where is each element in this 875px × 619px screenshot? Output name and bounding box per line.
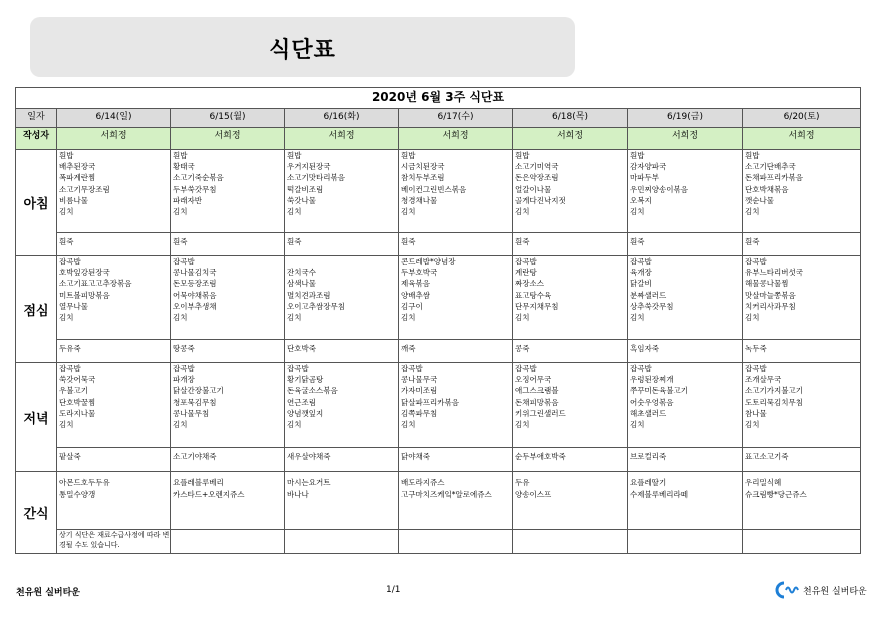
porridge-item: 닭야채죽 xyxy=(401,452,430,461)
menu-item: 짜장소스 xyxy=(515,279,544,289)
breakfast-items xyxy=(285,150,398,217)
menu-item: 우민찌양송이볶음 xyxy=(630,184,688,194)
snack-items xyxy=(171,472,284,500)
menu-item: 떡갈비조림 xyxy=(287,184,324,194)
breakfast-items xyxy=(628,150,742,217)
dinner-items xyxy=(57,363,170,430)
day-writer: 서희정 xyxy=(743,128,861,150)
menu-item: 김치 xyxy=(173,313,188,323)
snack-items xyxy=(399,472,512,500)
menu-item: 콩나물무침 xyxy=(173,408,210,418)
dinner-porridge-cell xyxy=(285,448,399,472)
day-date: 6/14(일) xyxy=(57,109,171,128)
dinner-items xyxy=(399,363,512,430)
dinner-items xyxy=(171,363,284,430)
menu-item: 흰밥 xyxy=(401,151,416,160)
lunch-row xyxy=(16,256,861,340)
menu-item: 계란탕 xyxy=(515,268,537,278)
lunch-items xyxy=(285,256,398,323)
menu-item: 돈은약장조림 xyxy=(515,173,559,183)
snack-items xyxy=(285,472,398,500)
menu-item: 잡곡밥 xyxy=(173,364,195,373)
snack-item: 요플레블루베리 xyxy=(173,478,224,487)
dinner-porridge-cell xyxy=(171,448,285,472)
menu-item: 흰밥 xyxy=(630,151,645,160)
menu-item: 소고기단배추국 xyxy=(745,162,796,172)
menu-item: 어숫우엉볶음 xyxy=(630,397,674,407)
footer-org: 천유원 실버타운 xyxy=(16,588,80,598)
lunch-items xyxy=(513,256,627,323)
dinner-porridge-cell xyxy=(628,448,743,472)
porridge-item: 흰죽 xyxy=(287,237,302,246)
menu-item: 해초샐러드 xyxy=(630,408,667,418)
dinner-porridge-cell xyxy=(57,448,171,472)
snack-item: 배도라지쥬스 xyxy=(401,478,445,487)
breakfast-items xyxy=(513,150,627,217)
menu-item: 마파두부 xyxy=(630,173,659,183)
porridge-item: 콩죽 xyxy=(515,344,530,353)
dinner-porridge-row xyxy=(16,448,861,472)
dinner-cell xyxy=(399,363,513,448)
menu-item: 김치 xyxy=(745,313,760,323)
menu-item: 잡곡밥 xyxy=(59,364,81,373)
breakfast-porridge-cell xyxy=(285,233,399,256)
menu-item: 김치 xyxy=(745,420,760,430)
snack-cell xyxy=(743,472,861,530)
breakfast-porridge-cell xyxy=(171,233,285,256)
menu-item: 김치 xyxy=(515,207,530,217)
dinner-cell xyxy=(57,363,171,448)
menu-item: 콘드레밥*양념장 xyxy=(401,257,456,266)
porridge-item: 표고소고기죽 xyxy=(745,452,789,461)
date-row xyxy=(16,109,861,128)
menu-item: 배추된장국 xyxy=(59,162,96,172)
snack-item: 양송이스프 xyxy=(515,489,552,499)
menu-item: 흰밥 xyxy=(59,151,74,160)
menu-item: 잡곡밥 xyxy=(630,257,652,266)
porridge-item: 흰죽 xyxy=(745,237,760,246)
day-date: 6/20(토) xyxy=(743,109,861,128)
menu-item: 참치두부조림 xyxy=(401,173,445,183)
menu-item: 김치 xyxy=(401,313,416,323)
menu-item: 잡곡밥 xyxy=(401,364,423,373)
menu-item: 우불고기 xyxy=(59,386,88,396)
menu-item: 돈모등장조림 xyxy=(173,279,217,289)
menu-item: 김치 xyxy=(59,207,74,217)
porridge-item: 깨죽 xyxy=(401,344,416,353)
snack-item: 두유 xyxy=(515,478,530,487)
snack-items xyxy=(57,472,170,500)
menu-item: 단호박꿀찜 xyxy=(59,397,96,407)
porridge-item: 흰죽 xyxy=(630,237,645,246)
breakfast-items xyxy=(743,150,860,217)
menu-item: 미트볼피망볶음 xyxy=(59,290,110,300)
menu-item: 잡곡밥 xyxy=(745,257,767,266)
menu-item: 도토리묵김치무침 xyxy=(745,397,803,407)
breakfast-cell xyxy=(285,150,399,233)
porridge-item: 순두부애호박죽 xyxy=(515,452,566,461)
breakfast-cell xyxy=(743,150,861,233)
snack-item: 아몬드호두두유 xyxy=(59,478,110,487)
porridge-item: 브로컬리죽 xyxy=(630,452,667,461)
menu-item: 소고기미역국 xyxy=(515,162,559,172)
lunch-porridge-cell xyxy=(399,340,513,363)
dinner-cell xyxy=(171,363,285,448)
day-date: 6/18(목) xyxy=(513,109,628,128)
logo-icon xyxy=(775,581,801,599)
lunch-cell xyxy=(399,256,513,340)
menu-item: 감자양파국 xyxy=(630,162,667,172)
footer-logo xyxy=(775,580,867,600)
menu-item: 김치 xyxy=(287,207,302,217)
menu-item: 김치 xyxy=(287,313,302,322)
lunch-porridge-cell xyxy=(628,340,743,363)
snack-item: 고구마치즈케잌*알로에쥬스 xyxy=(401,489,492,499)
snack-item: 바나나 xyxy=(287,489,309,499)
menu-item: 폭파계란찜 xyxy=(59,173,96,183)
menu-item: 가자미조림 xyxy=(401,386,438,396)
lunch-items xyxy=(57,256,170,323)
breakfast-porridge-cell xyxy=(513,233,628,256)
snack-cell xyxy=(399,472,513,530)
menu-item: 멸치견과조림 xyxy=(287,290,331,300)
menu-item: 조개살무국 xyxy=(745,375,782,385)
menu-item: 김치 xyxy=(59,420,74,430)
menu-item: 상추쑥갓무침 xyxy=(630,301,674,311)
empty-cell xyxy=(513,530,628,554)
menu-item: 김치 xyxy=(515,420,530,430)
menu-item xyxy=(287,256,398,267)
note-row xyxy=(16,530,861,554)
porridge-item: 녹두죽 xyxy=(745,344,767,353)
lunch-porridge-cell xyxy=(285,340,399,363)
logo-text: 천유원 실버타운 xyxy=(803,586,867,597)
breakfast-cell xyxy=(57,150,171,233)
lunch-items xyxy=(628,256,742,323)
menu-item: 김치 xyxy=(59,313,74,323)
day-date: 6/19(금) xyxy=(628,109,743,128)
dinner-items xyxy=(285,363,398,430)
lunch-cell xyxy=(628,256,743,340)
dinner-items xyxy=(743,363,860,430)
porridge-item: 흰죽 xyxy=(401,237,416,246)
snack-items xyxy=(513,472,627,500)
table-title-row xyxy=(16,88,861,109)
day-writer: 서희정 xyxy=(57,128,171,150)
menu-item: 파래자반 xyxy=(173,195,202,205)
lunch-porridge-cell xyxy=(171,340,285,363)
menu-item: 김치 xyxy=(630,420,645,430)
menu-item: 오이부추생채 xyxy=(173,301,217,311)
porridge-item: 소고기야채죽 xyxy=(173,452,217,461)
page-title: 식단표 xyxy=(269,38,336,63)
menu-item: 흰밥 xyxy=(173,151,188,160)
dinner-label: 저녁 xyxy=(16,363,57,472)
menu-item: 닭살파프리카볶음 xyxy=(401,397,459,407)
snack-cell xyxy=(171,472,285,530)
snack-cell xyxy=(285,472,399,530)
writer-row xyxy=(16,128,861,150)
menu-item: 돈육굴소스볶음 xyxy=(287,386,338,396)
writer-label: 작성자 xyxy=(16,128,57,150)
menu-item: 애그스크램블 xyxy=(515,386,559,396)
snack-item: 통밀수양갱 xyxy=(59,489,96,499)
menu-item: 육개장 xyxy=(630,268,652,278)
lunch-cell xyxy=(57,256,171,340)
menu-item: 흰밥 xyxy=(287,151,302,160)
menu-item: 잔치국수 xyxy=(287,268,316,278)
snack-item: 우리밀식혜 xyxy=(745,478,782,487)
menu-item: 쑥갓어묵국 xyxy=(59,375,96,385)
page-number: 1/1 xyxy=(386,585,401,595)
snack-row xyxy=(16,472,861,530)
menu-item: 김치 xyxy=(401,207,416,217)
dinner-porridge-cell xyxy=(513,448,628,472)
snack-item: 요플레딸기 xyxy=(630,478,667,487)
breakfast-row xyxy=(16,150,861,233)
empty-cell xyxy=(399,530,513,554)
porridge-item: 땅콩죽 xyxy=(173,344,195,353)
menu-item: 청경채나물 xyxy=(401,195,438,205)
menu-item: 양념깻잎지 xyxy=(287,408,324,418)
menu-item: 시금치된장국 xyxy=(401,162,445,172)
snack-cell xyxy=(513,472,628,530)
breakfast-items xyxy=(171,150,284,217)
snack-label: 간식 xyxy=(16,472,57,554)
snack-cell xyxy=(628,472,743,530)
menu-item: 김치 xyxy=(173,420,188,430)
menu-item: 호박잎강된장국 xyxy=(59,268,110,278)
breakfast-items xyxy=(57,150,170,217)
breakfast-porridge-cell xyxy=(628,233,743,256)
breakfast-porridge-cell xyxy=(399,233,513,256)
menu-item: 우렁된장찌개 xyxy=(630,375,674,385)
day-writer: 서희정 xyxy=(399,128,513,150)
dinner-items xyxy=(628,363,742,430)
menu-item: 분짜샐러드 xyxy=(630,290,667,300)
day-date: 6/16(화) xyxy=(285,109,399,128)
porridge-item: 흑임자죽 xyxy=(630,344,659,353)
note-cell xyxy=(57,530,171,554)
snack-item: 마시는요거트 xyxy=(287,478,331,487)
menu-item: 키위그린샐러드 xyxy=(515,408,566,418)
empty-cell xyxy=(743,530,861,554)
menu-item: 오이고추쌈장무침 xyxy=(287,301,345,311)
menu-item: 잡곡밥 xyxy=(515,257,537,266)
menu-item: 우거지된장국 xyxy=(287,162,331,172)
breakfast-porridge-cell xyxy=(57,233,171,256)
menu-item: 콩나물무국 xyxy=(401,375,438,385)
menu-item: 잡곡밥 xyxy=(59,257,81,266)
day-writer: 서희정 xyxy=(628,128,743,150)
porridge-item: 팥살죽 xyxy=(59,452,81,461)
dinner-row xyxy=(16,363,861,448)
breakfast-items xyxy=(399,150,512,217)
menu-item: 치커리사과무침 xyxy=(745,301,796,311)
menu-item: 잡곡밥 xyxy=(515,364,537,373)
menu-item: 김쪽파무침 xyxy=(401,408,438,418)
menu-item: 흰밥 xyxy=(745,151,760,160)
breakfast-cell xyxy=(513,150,628,233)
lunch-porridge-row xyxy=(16,340,861,363)
porridge-item: 흰죽 xyxy=(515,237,530,246)
menu-item: 황태국 xyxy=(173,162,195,172)
menu-item: 표고탕수육 xyxy=(515,290,552,300)
porridge-item: 두유죽 xyxy=(59,344,81,353)
dinner-cell xyxy=(513,363,628,448)
note-text: 상기 식단은 재료수급사정에 따라 변경될 수도 있습니다. xyxy=(59,531,170,549)
menu-item: 얼갈이나물 xyxy=(515,184,552,194)
menu-item: 잡곡밥 xyxy=(287,364,309,373)
snack-items xyxy=(628,472,742,500)
menu-item: 흰밥 xyxy=(515,151,530,160)
lunch-cell xyxy=(513,256,628,340)
lunch-cell xyxy=(743,256,861,340)
lunch-items xyxy=(171,256,284,323)
dinner-cell xyxy=(628,363,743,448)
menu-item: 잡곡밥 xyxy=(745,364,767,373)
menu-item: 황기닭곰탕 xyxy=(287,375,324,385)
menu-item: 열무나물 xyxy=(59,301,88,311)
snack-cell xyxy=(57,472,171,530)
dinner-porridge-cell xyxy=(743,448,861,472)
menu-item: 소고기표고고추장볶음 xyxy=(59,279,132,289)
menu-item: 김치 xyxy=(630,207,645,217)
menu-item: 소고기무장조림 xyxy=(59,184,110,194)
menu-item: 해물콩나물찜 xyxy=(745,279,789,289)
menu-item: 닭살간장불고기 xyxy=(173,386,224,396)
menu-item: 쑥갓나물 xyxy=(287,195,316,205)
lunch-cell xyxy=(285,256,399,340)
menu-item: 골게다진낙지젓 xyxy=(515,195,566,205)
porridge-item: 흰죽 xyxy=(173,237,188,246)
menu-item: 유부느타리버섯국 xyxy=(745,268,803,278)
menu-item: 어묵야채볶음 xyxy=(173,290,217,300)
menu-item: 돈채파프리카볶음 xyxy=(745,173,803,183)
menu-item: 비름나물 xyxy=(59,195,88,205)
day-date: 6/17(수) xyxy=(399,109,513,128)
snack-item: 슈크림빵*당근쥬스 xyxy=(745,489,807,499)
menu-item: 돈채피망볶음 xyxy=(515,397,559,407)
menu-item: 김치 xyxy=(745,207,760,217)
menu-item: 쭈꾸미돈육불고기 xyxy=(630,386,688,396)
menu-item: 오징어무국 xyxy=(515,375,552,385)
porridge-item: 단호박죽 xyxy=(287,344,316,353)
lunch-porridge-cell xyxy=(57,340,171,363)
lunch-label: 점심 xyxy=(16,256,57,363)
menu-item: 두부호박국 xyxy=(401,268,438,278)
empty-cell xyxy=(285,530,399,554)
title-banner xyxy=(30,17,575,77)
menu-item: 김치 xyxy=(515,313,530,323)
menu-item: 청포묵김무침 xyxy=(173,397,217,407)
porridge-item: 새우살야채죽 xyxy=(287,452,331,461)
lunch-porridge-cell xyxy=(743,340,861,363)
snack-item: 수제블루베리라떼 xyxy=(630,489,688,499)
menu-item: 도라지나물 xyxy=(59,408,96,418)
empty-cell xyxy=(628,530,743,554)
porridge-item: 흰죽 xyxy=(59,237,74,246)
menu-item: 양배추쌈 xyxy=(401,290,430,300)
menu-item: 소고기가지불고기 xyxy=(745,386,803,396)
day-writer: 서희정 xyxy=(171,128,285,150)
day-writer: 서희정 xyxy=(285,128,399,150)
date-label: 일자 xyxy=(16,109,57,128)
lunch-cell xyxy=(171,256,285,340)
table-title: 2020년 6월 3주 식단표 xyxy=(16,88,861,109)
menu-item: 단무지채무침 xyxy=(515,301,559,311)
menu-item: 김치 xyxy=(173,207,188,217)
lunch-porridge-cell xyxy=(513,340,628,363)
menu-item: 김치 xyxy=(630,313,645,323)
breakfast-porridge-cell xyxy=(743,233,861,256)
empty-cell xyxy=(171,530,285,554)
menu-item: 두부쑥갓무침 xyxy=(173,184,217,194)
menu-item: 닭갈비 xyxy=(630,279,652,289)
day-date: 6/15(월) xyxy=(171,109,285,128)
breakfast-cell xyxy=(399,150,513,233)
menu-item: 소고기맛타리볶음 xyxy=(287,173,345,183)
breakfast-cell xyxy=(628,150,743,233)
menu-item: 참나물 xyxy=(745,408,767,418)
dinner-cell xyxy=(285,363,399,448)
dinner-porridge-cell xyxy=(399,448,513,472)
menu-table xyxy=(15,87,861,554)
menu-item: 깻순나물 xyxy=(745,195,774,205)
menu-item: 김치 xyxy=(401,420,416,430)
menu-item: 파개장 xyxy=(173,375,195,385)
lunch-items xyxy=(399,256,512,323)
menu-item: 베이컨그린빈스볶음 xyxy=(401,184,467,194)
breakfast-label: 아침 xyxy=(16,150,57,256)
day-writer: 서희정 xyxy=(513,128,628,150)
menu-item: 오복지 xyxy=(630,195,652,205)
breakfast-porridge-row xyxy=(16,233,861,256)
menu-item: 콩나물김치국 xyxy=(173,268,217,278)
menu-item: 단호박채볶음 xyxy=(745,184,789,194)
menu-item: 소고기죽순볶음 xyxy=(173,173,224,183)
snack-items xyxy=(743,472,860,500)
menu-item: 제육볶음 xyxy=(401,279,430,289)
menu-item: 잡곡밥 xyxy=(630,364,652,373)
breakfast-cell xyxy=(171,150,285,233)
menu-item: 맛살마늘쫑볶음 xyxy=(745,290,796,300)
menu-item: 잡곡밥 xyxy=(173,257,195,266)
dinner-cell xyxy=(743,363,861,448)
menu-item: 삼색나물 xyxy=(287,279,316,289)
snack-item: 카스타드+오렌지쥬스 xyxy=(173,489,245,499)
menu-item: 연근조림 xyxy=(287,397,316,407)
menu-item: 김구이 xyxy=(401,301,423,311)
menu-item: 김치 xyxy=(287,420,302,430)
dinner-items xyxy=(513,363,627,430)
lunch-items xyxy=(743,256,860,323)
